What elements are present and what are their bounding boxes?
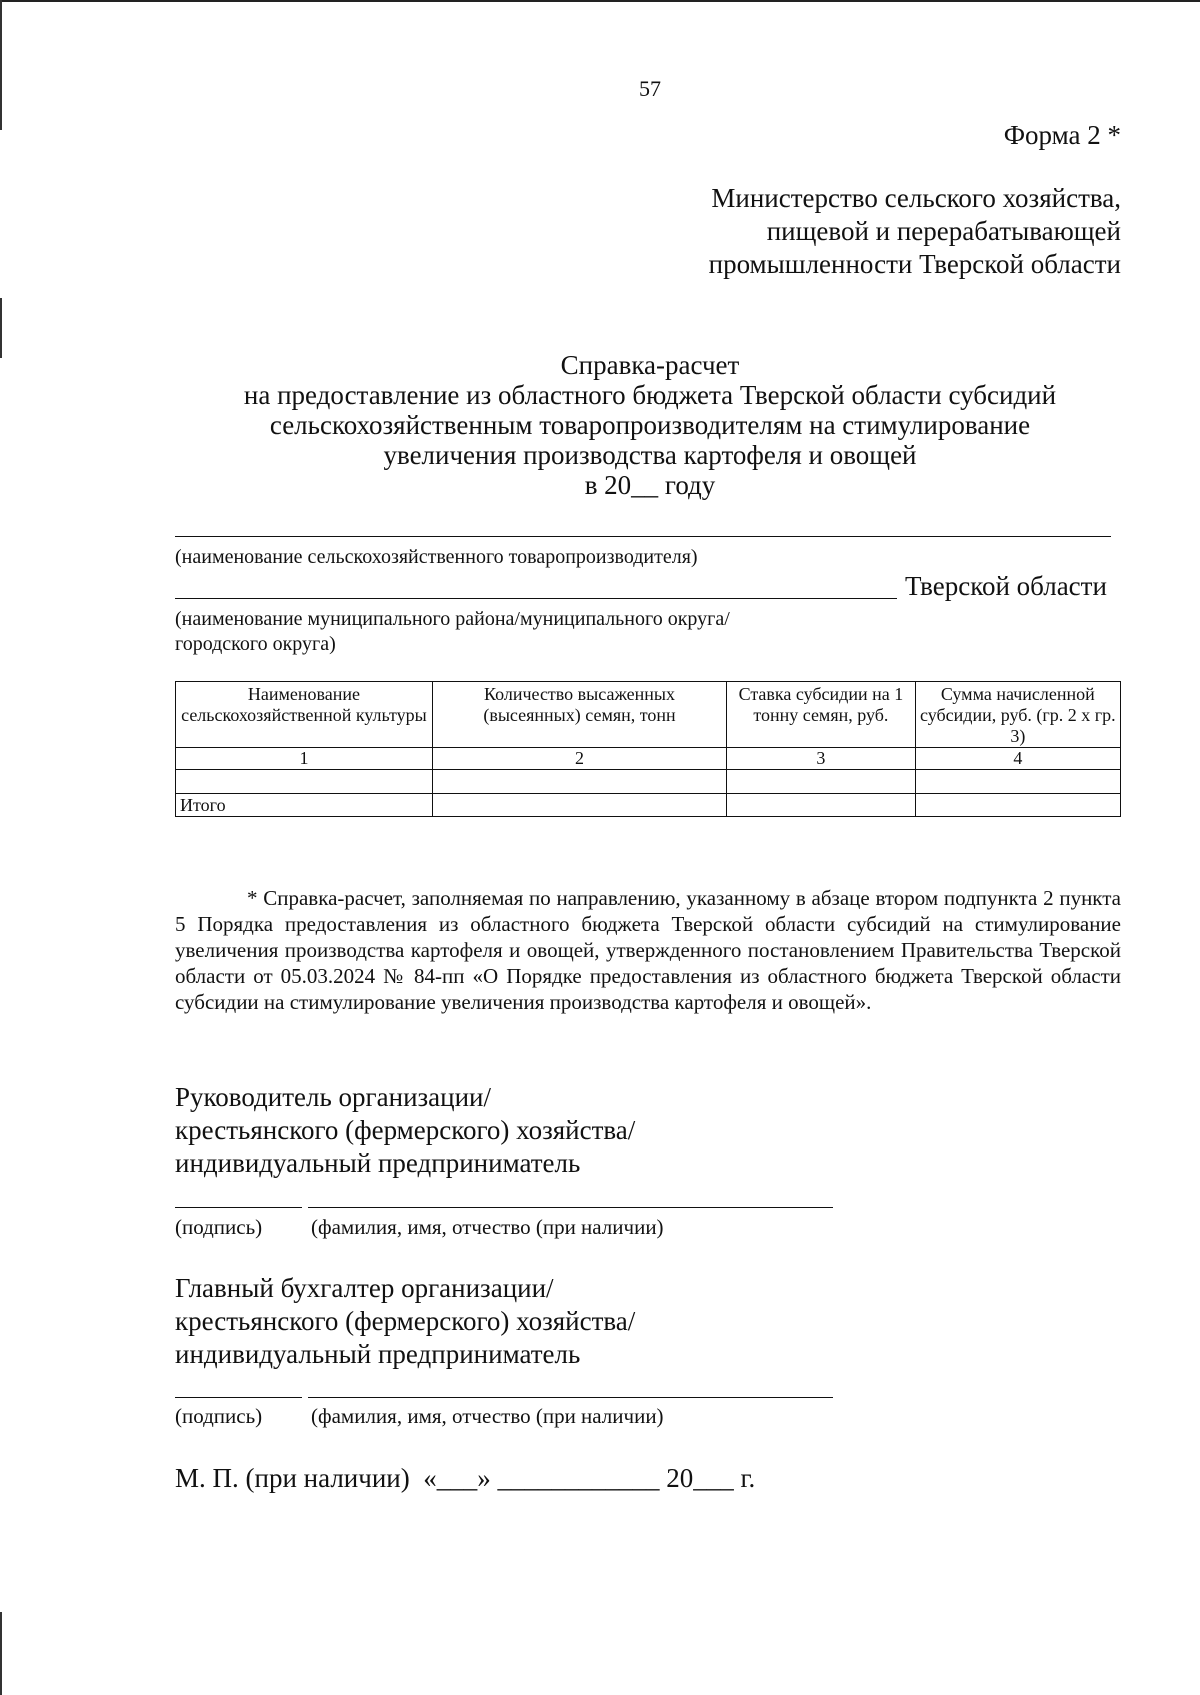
scan-edge-top [0, 0, 1200, 2]
name-caption: (фамилия, имя, отчество (при наличии) [311, 1404, 664, 1428]
signature-title-line: индивидуальный предприниматель [175, 1148, 581, 1178]
stamp-date-line: М. П. (при наличии) «___» ____________ 20___ г. [175, 1463, 756, 1493]
table-header-cell: Ставка субсидии на 1 тонну семян, руб. [727, 682, 916, 748]
title-line: увеличения производства картофеля и овощей [383, 440, 917, 470]
table-cell[interactable] [915, 794, 1120, 817]
addressee-line: пищевой и перерабатывающей [766, 216, 1121, 246]
signature-caption: (подпись) [175, 1404, 263, 1428]
table-header-cell: Наименование сельскохозяйственной культуры [176, 682, 433, 748]
accountant-name-field[interactable] [308, 1397, 833, 1398]
title-line: сельскохозяйственным товаропроизводителям на стимулирование [269, 410, 1031, 440]
name-caption: (фамилия, имя, отчество (при наличии) [311, 1215, 664, 1239]
producer-caption: (наименование сельскохозяйственного товаропроизводителя) [175, 546, 698, 568]
footnote [175, 885, 1121, 1015]
table-header-cell: Количество высаженных (высеянных) семян, тонн [432, 682, 726, 748]
accountant-signature-title [175, 1272, 635, 1371]
title-line: на предоставление из областного бюджета Тверской области субсидий [243, 380, 1057, 410]
signature-title-line: Руководитель организации/ [175, 1082, 492, 1112]
signature-title-line: индивидуальный предприниматель [175, 1339, 581, 1369]
signature-title-line: Главный бухгалтер организации/ [175, 1273, 554, 1303]
producer-name-field[interactable] [175, 536, 1111, 537]
scan-edge-left [0, 0, 2, 130]
scan-edge-left [0, 298, 2, 358]
table-cell[interactable] [727, 794, 916, 817]
table-total-row [176, 794, 1121, 817]
addressee-block [709, 182, 1121, 281]
table-cell[interactable] [915, 770, 1120, 794]
form-label: Форма 2 * [1003, 120, 1121, 150]
table-header-cell: Сумма начисленной субсидии, руб. (гр. 2 х гр. 3) [915, 682, 1120, 748]
signature-title-line: крестьянского (фермерского) хозяйства/ [175, 1115, 636, 1145]
footnote-text: * Справка-расчет, заполняемая по направлению, указанному в абзаце втором подпункта 2 пункта 5 Порядка предоставления из областного бюджета Тверской области субсидий на стимулирование увеличения производства картофеля и овощей, утвержденного постановлением Правительства Тверской области от 05.03.2024 № 84-пп «О Порядке предоставления из областного бюджета Тверской области субсидии на стимулирование увеличения производства картофеля и овощей». [175, 886, 1121, 1014]
district-caption: (наименование муниципального района/муниципального округа/ [175, 608, 730, 630]
table-cell[interactable] [432, 770, 726, 794]
table-cell[interactable] [176, 770, 433, 794]
table-cell[interactable] [432, 794, 726, 817]
column-number-cell: 3 [727, 748, 916, 770]
table-header-row [176, 682, 1121, 748]
head-signature-title [175, 1081, 635, 1180]
title-line: Справка-расчет [560, 350, 740, 380]
head-signature-field[interactable] [175, 1207, 302, 1208]
addressee-line: промышленности Тверской области [708, 249, 1121, 279]
signature-title-line: крестьянского (фермерского) хозяйства/ [175, 1306, 636, 1336]
district-name-field[interactable] [175, 598, 897, 599]
column-number-cell: 1 [176, 748, 433, 770]
head-name-field[interactable] [308, 1207, 833, 1208]
calculation-table [175, 681, 1121, 817]
scan-edge-left [0, 1612, 2, 1695]
total-label: Итого [176, 794, 433, 817]
column-number-cell: 2 [432, 748, 726, 770]
page-number: 57 [639, 76, 661, 101]
region-suffix: Тверской области [905, 571, 1107, 601]
addressee-line: Министерство сельского хозяйства, [711, 183, 1121, 213]
district-caption: городского округа) [175, 633, 336, 655]
title-line: в 20__ году [584, 470, 716, 500]
accountant-signature-field[interactable] [175, 1397, 302, 1398]
document-title [175, 350, 1125, 500]
column-number-cell: 4 [915, 748, 1120, 770]
table-row [176, 770, 1121, 794]
table-column-numbers-row [176, 748, 1121, 770]
table-cell[interactable] [727, 770, 916, 794]
signature-caption: (подпись) [175, 1215, 263, 1239]
